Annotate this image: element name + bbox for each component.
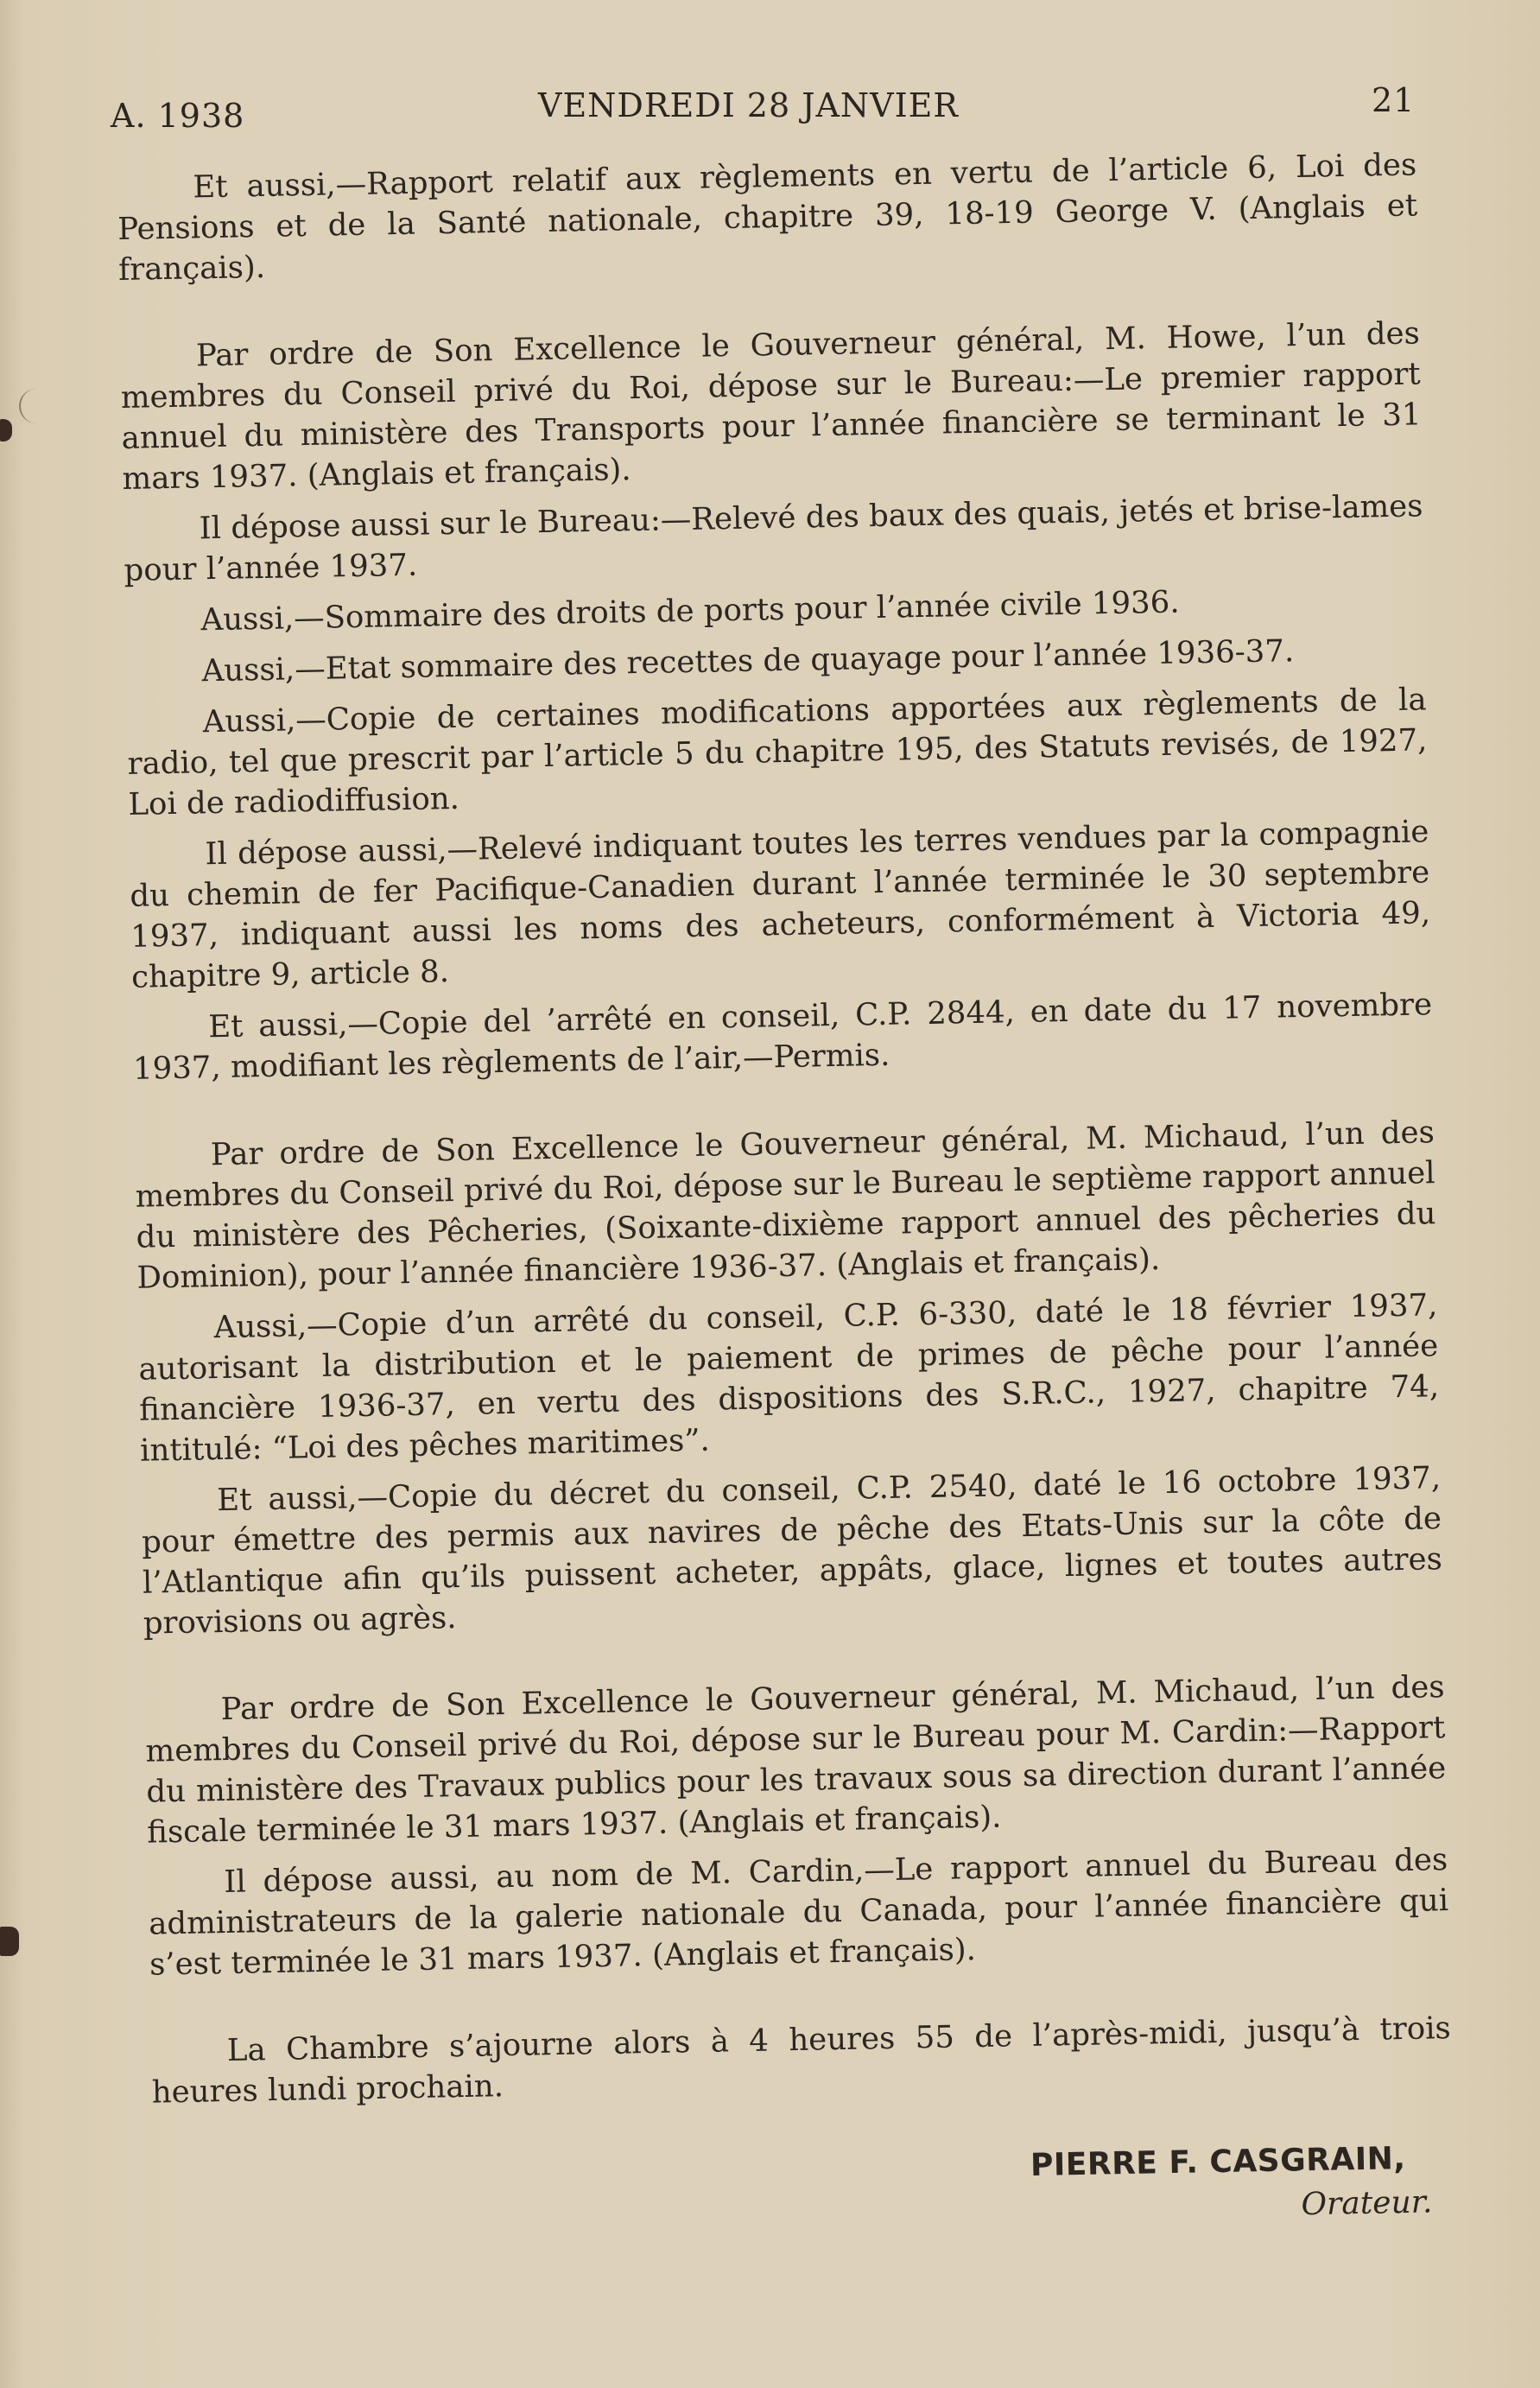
paragraph: Aussi,—Copie de certaines modifications apportées aux règlements de la radio, tel que prescrit par l’article 5 du chapitre 195, des Statuts revisés, de 1927, Loi de radiodiffusion. bbox=[127, 682, 1428, 822]
header-date: VENDREDI 28 JANVIER bbox=[538, 86, 959, 124]
paragraph: La Chambre s’ajourne alors à 4 heures 55 de l’après-midi, jusqu’à trois heures lundi prochain. bbox=[151, 2010, 1452, 2111]
paragraph: Aussi,—Etat sommaire des recettes de quayage pour l’année 1936-37. bbox=[201, 633, 1295, 689]
paragraph: Et aussi,—Rapport relatif aux règlements en vertu de l’article 6, Loi des Pensions et de la Santé nationale, chapitre 39, 18-19 George V. (Anglais et français). bbox=[117, 147, 1418, 288]
page-header bbox=[111, 81, 1416, 138]
paragraph: Par ordre de Son Excellence le Gouverneur général, M. Michaud, l’un des membres du Conseil privé du Roi, dépose sur le Bureau pour M. Cardin:—Rapport du ministère des Travaux publics pour les travaux sous sa direction durant l’année fiscale terminée le 31 mars 1937. (Anglais et français). bbox=[145, 1669, 1447, 1851]
binding-clip bbox=[0, 1927, 19, 1956]
page-body bbox=[117, 144, 1454, 2245]
signature-name: PIERRE F. CASGRAIN, bbox=[1030, 2141, 1406, 2183]
paragraph: Il dépose aussi,—Relevé indiquant toutes les terres vendues par la compagnie du chemin de fer Pacifique-Canadien durant l’année terminée le 30 septembre 1937, indiquant aussi les noms des acheteurs, conformément à Victoria 49, chapitre 9, article 8. bbox=[130, 814, 1431, 995]
margin-mark bbox=[19, 389, 38, 423]
paragraph: Aussi,—Copie d’un arrêté du conseil, C.P. 6-330, daté le 18 février 1937, autorisant la distribution et le paiement de primes de pêche pour l’année financière 1936-37, en vertu des dispositions des S.R.C., 1927, chapitre 74, intitulé: “Loi des pêches maritimes”. bbox=[138, 1287, 1440, 1469]
paragraph: Il dépose aussi, au nom de M. Cardin,—Le rapport annuel du Bureau des administrateurs de la galerie nationale du Canada, pour l’année financière qui s’est terminée le 31 mars 1937. (Anglais et français). bbox=[148, 1842, 1449, 1983]
paragraph: Par ordre de Son Excellence le Gouverneur général, M. Michaud, l’un des membres du Conseil privé du Roi, dépose sur le Bureau le septième rapport annuel du ministère des Pêcheries, (Soixante-dixième rapport annuel des pêcheries du Dominion), pour l’année financière 1936-37. (Anglais et français). bbox=[135, 1115, 1436, 1296]
binding-mark bbox=[0, 419, 12, 441]
paragraph: Et aussi,—Copie du décret du conseil, C.P. 2540, daté le 16 octobre 1937, pour émettre des permis aux navires de pêche des Etats-Unis sur la côte de l’Atlantique afin qu’ils puissent acheter, appâts, glace, lignes et toutes autres provisions ou agrès. bbox=[141, 1460, 1443, 1642]
page-number: 21 bbox=[1372, 81, 1416, 119]
paragraph: Il dépose aussi sur le Bureau:—Relevé des baux des quais, jetés et brise-lames pour l’année 1937. bbox=[124, 488, 1423, 588]
paragraph: Et aussi,—Copie del ’arrêté en conseil, C.P. 2844, en date du 17 novembre 1937, modifiant les règlements de l’air,—Permis. bbox=[132, 987, 1433, 1087]
paragraph: Aussi,—Sommaire des droits de ports pour l’année civile 1936. bbox=[200, 584, 1180, 638]
paragraph: Par ordre de Son Excellence le Gouverneur général, M. Howe, l’un des membres du Conseil privé du Roi, dépose sur le Bureau:—Le premier rapport annuel du ministère des Transports pour l’année financière se terminant le 31 mars 1937. (Anglais et français). bbox=[120, 315, 1422, 497]
signature-title: Orateur. bbox=[1301, 2184, 1433, 2223]
header-year: A. 1938 bbox=[111, 97, 245, 135]
